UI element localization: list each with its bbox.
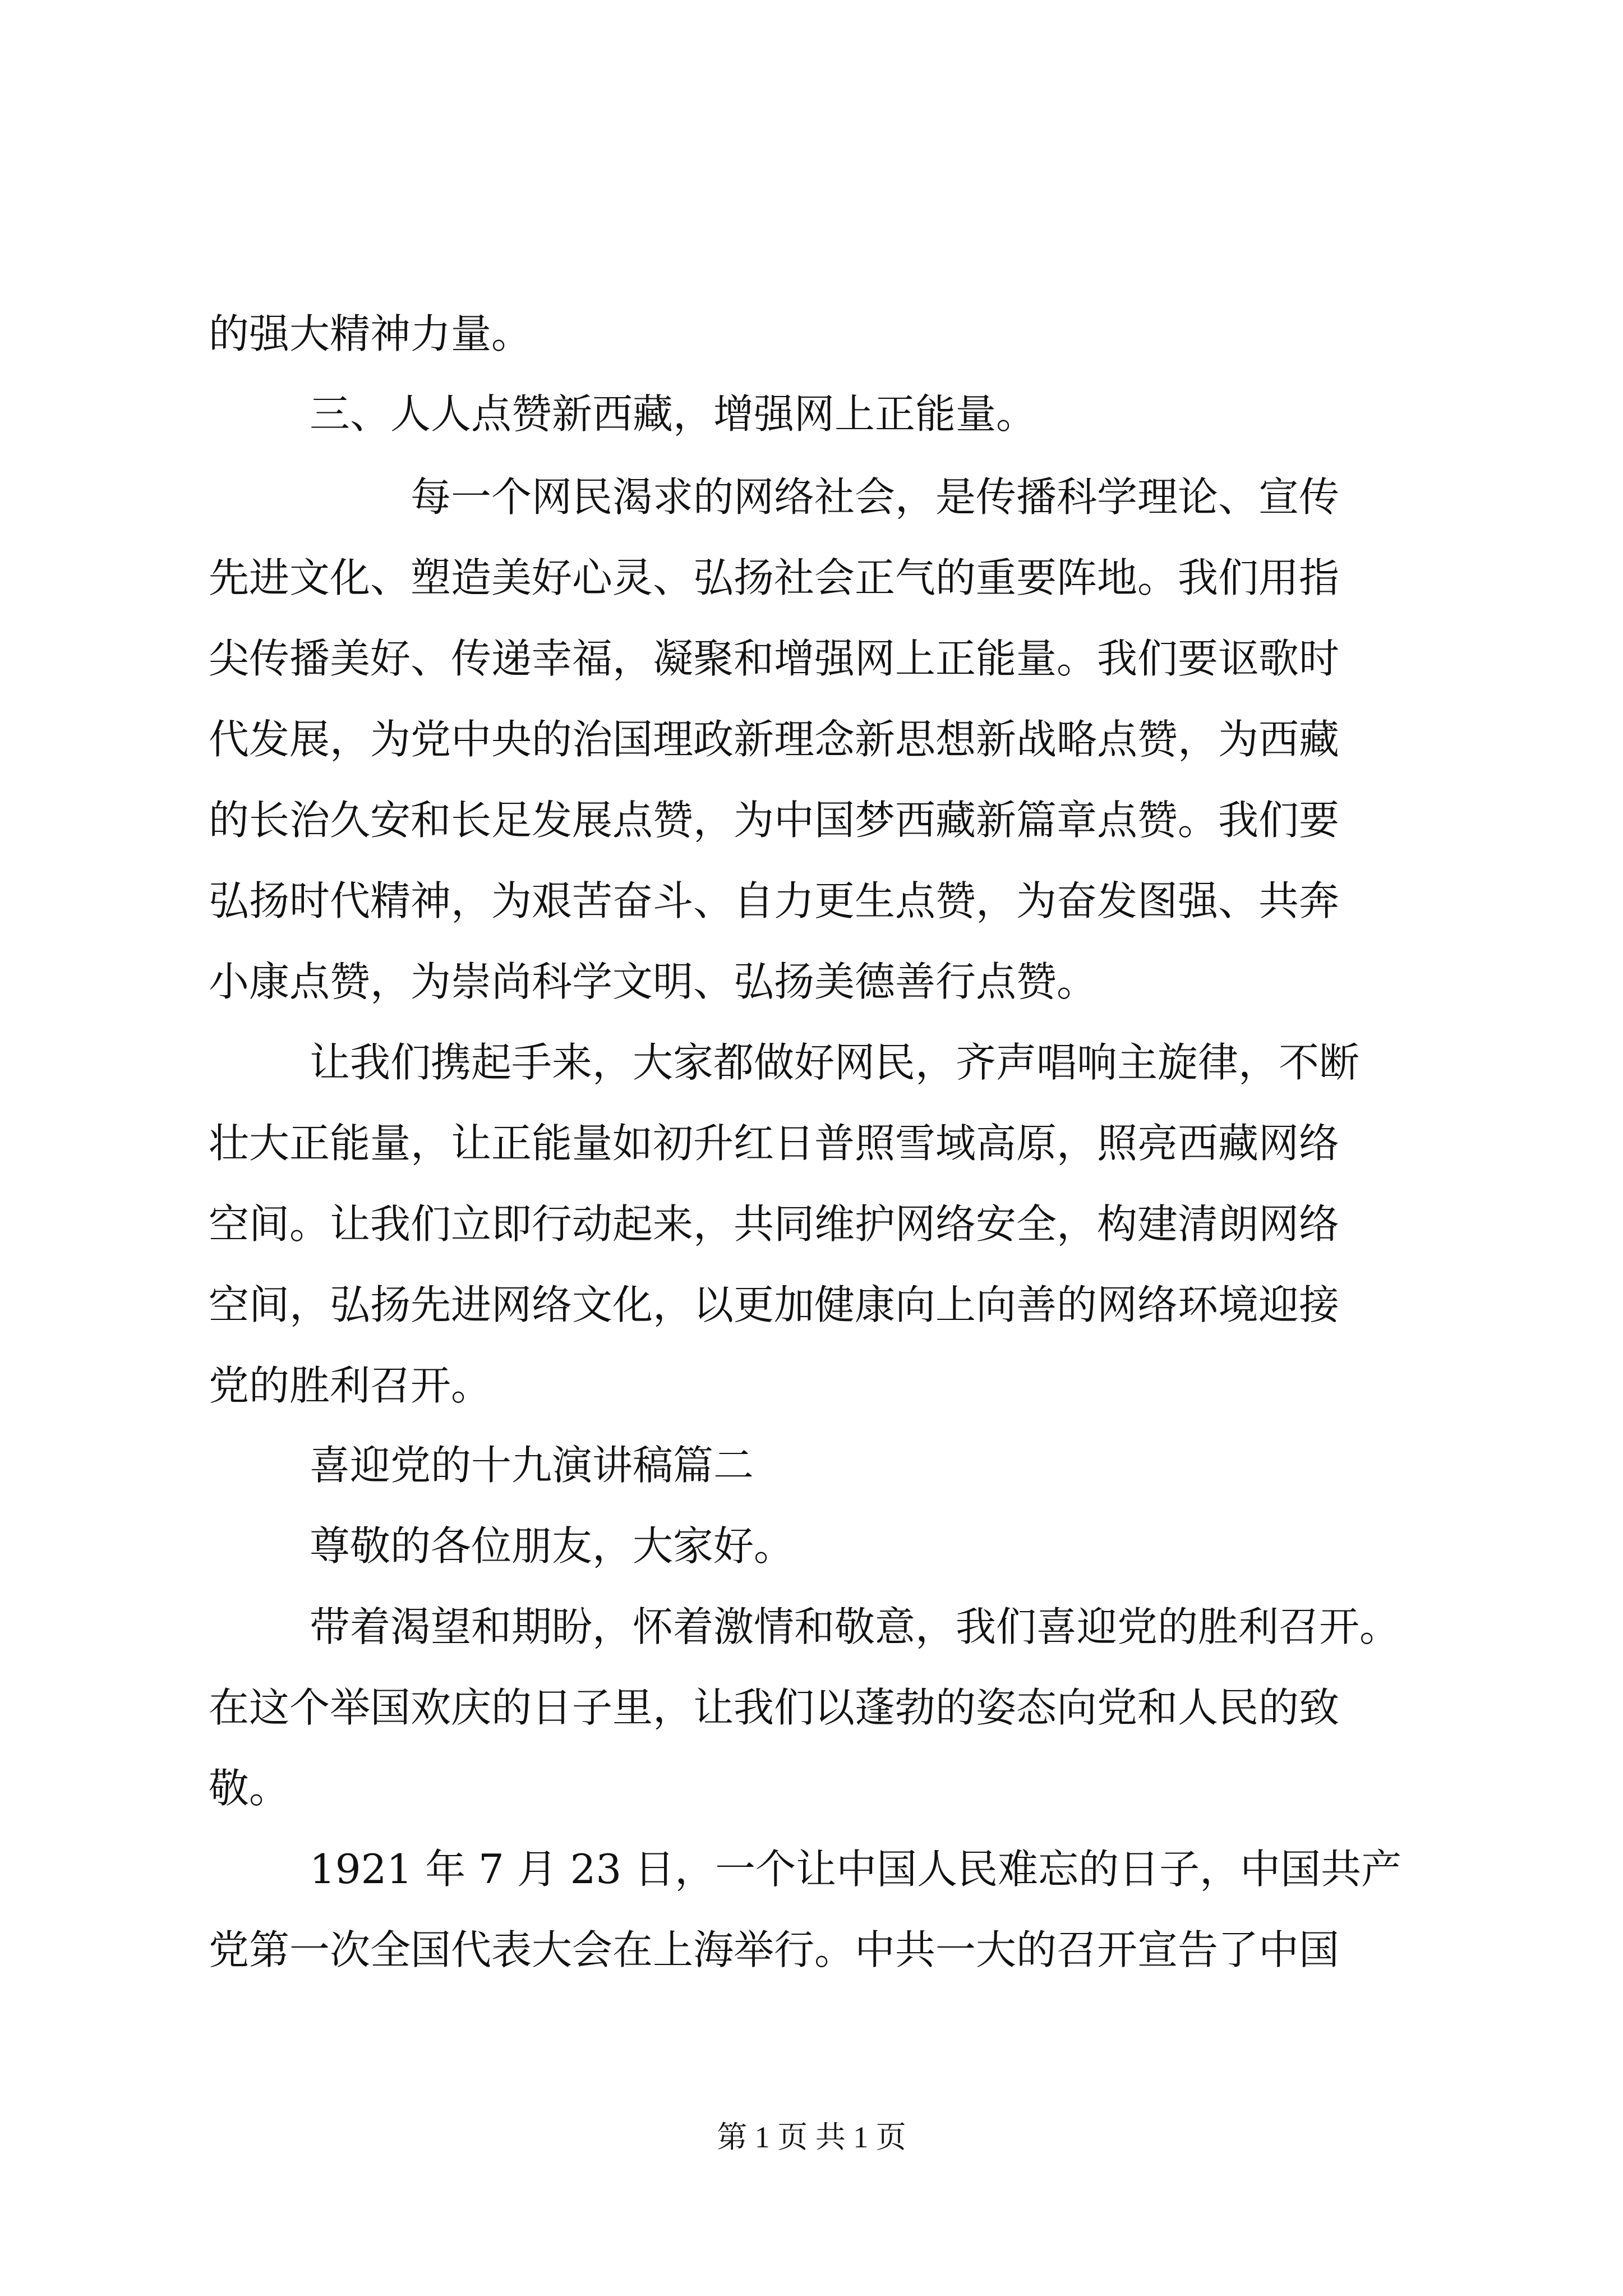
text-line: 每一个网民渴求的网络社会，是传播科学理论、宣传: [411, 473, 1340, 521]
text-line: 尖传播美好、传递幸福，凝聚和增强网上正能量。我们要讴歌时: [209, 635, 1340, 682]
text-line: 先进文化、塑造美好心灵、弘扬社会正气的重要阵地。我们用指: [209, 554, 1340, 601]
page-number-footer: 第 1 页 共 1 页: [717, 2120, 906, 2154]
section-heading: 三、人人点赞新西藏，增强网上正能量。: [310, 390, 1037, 438]
text-line: 尊敬的各位朋友，大家好。: [310, 1522, 795, 1570]
text-line: 空间，弘扬先进网络文化，以更加健康向上向善的网络环境迎接: [209, 1281, 1340, 1328]
text-line: 党第一次全国代表大会在上海举行。中共一大的召开宣告了中国: [209, 1926, 1340, 1973]
text-line: 的强大精神力量。: [209, 310, 532, 357]
text-line: 1921 年 7 月 23 日，一个让中国人民难忘的日子，中国共产: [310, 1846, 1402, 1893]
text-line: 的长治久安和长足发展点赞，为中国梦西藏新篇章点赞。我们要: [209, 797, 1340, 844]
text-line: 弘扬时代精神，为艰苦奋斗、自力更生点赞，为奋发图强、共奔: [209, 877, 1340, 924]
text-line: 带着渴望和期盼，怀着激情和敬意，我们喜迎党的胜利召开。: [310, 1603, 1400, 1650]
section-heading: 喜迎党的十九演讲稿篇二: [310, 1442, 754, 1489]
text-line: 空间。让我们立即行动起来，共同维护网络安全，构建清朗网络: [209, 1200, 1340, 1248]
text-line: 小康点赞，为崇尚科学文明、弘扬美德善行点赞。: [209, 958, 1098, 1005]
text-line: 让我们携起手来，大家都做好网民，齐声唱响主旋律，不断: [310, 1039, 1360, 1086]
text-line: 在这个举国欢庆的日子里，让我们以蓬勃的姿态向党和人民的致: [209, 1684, 1340, 1731]
text-line: 壮大正能量，让正能量如初升红日普照雪域高原，照亮西藏网络: [209, 1120, 1340, 1167]
text-line: 党的胜利召开。: [209, 1362, 492, 1409]
text-line: 敬。: [209, 1765, 290, 1812]
text-line: 代发展，为党中央的治国理政新理念新思想新战略点赞，为西藏: [209, 716, 1340, 763]
